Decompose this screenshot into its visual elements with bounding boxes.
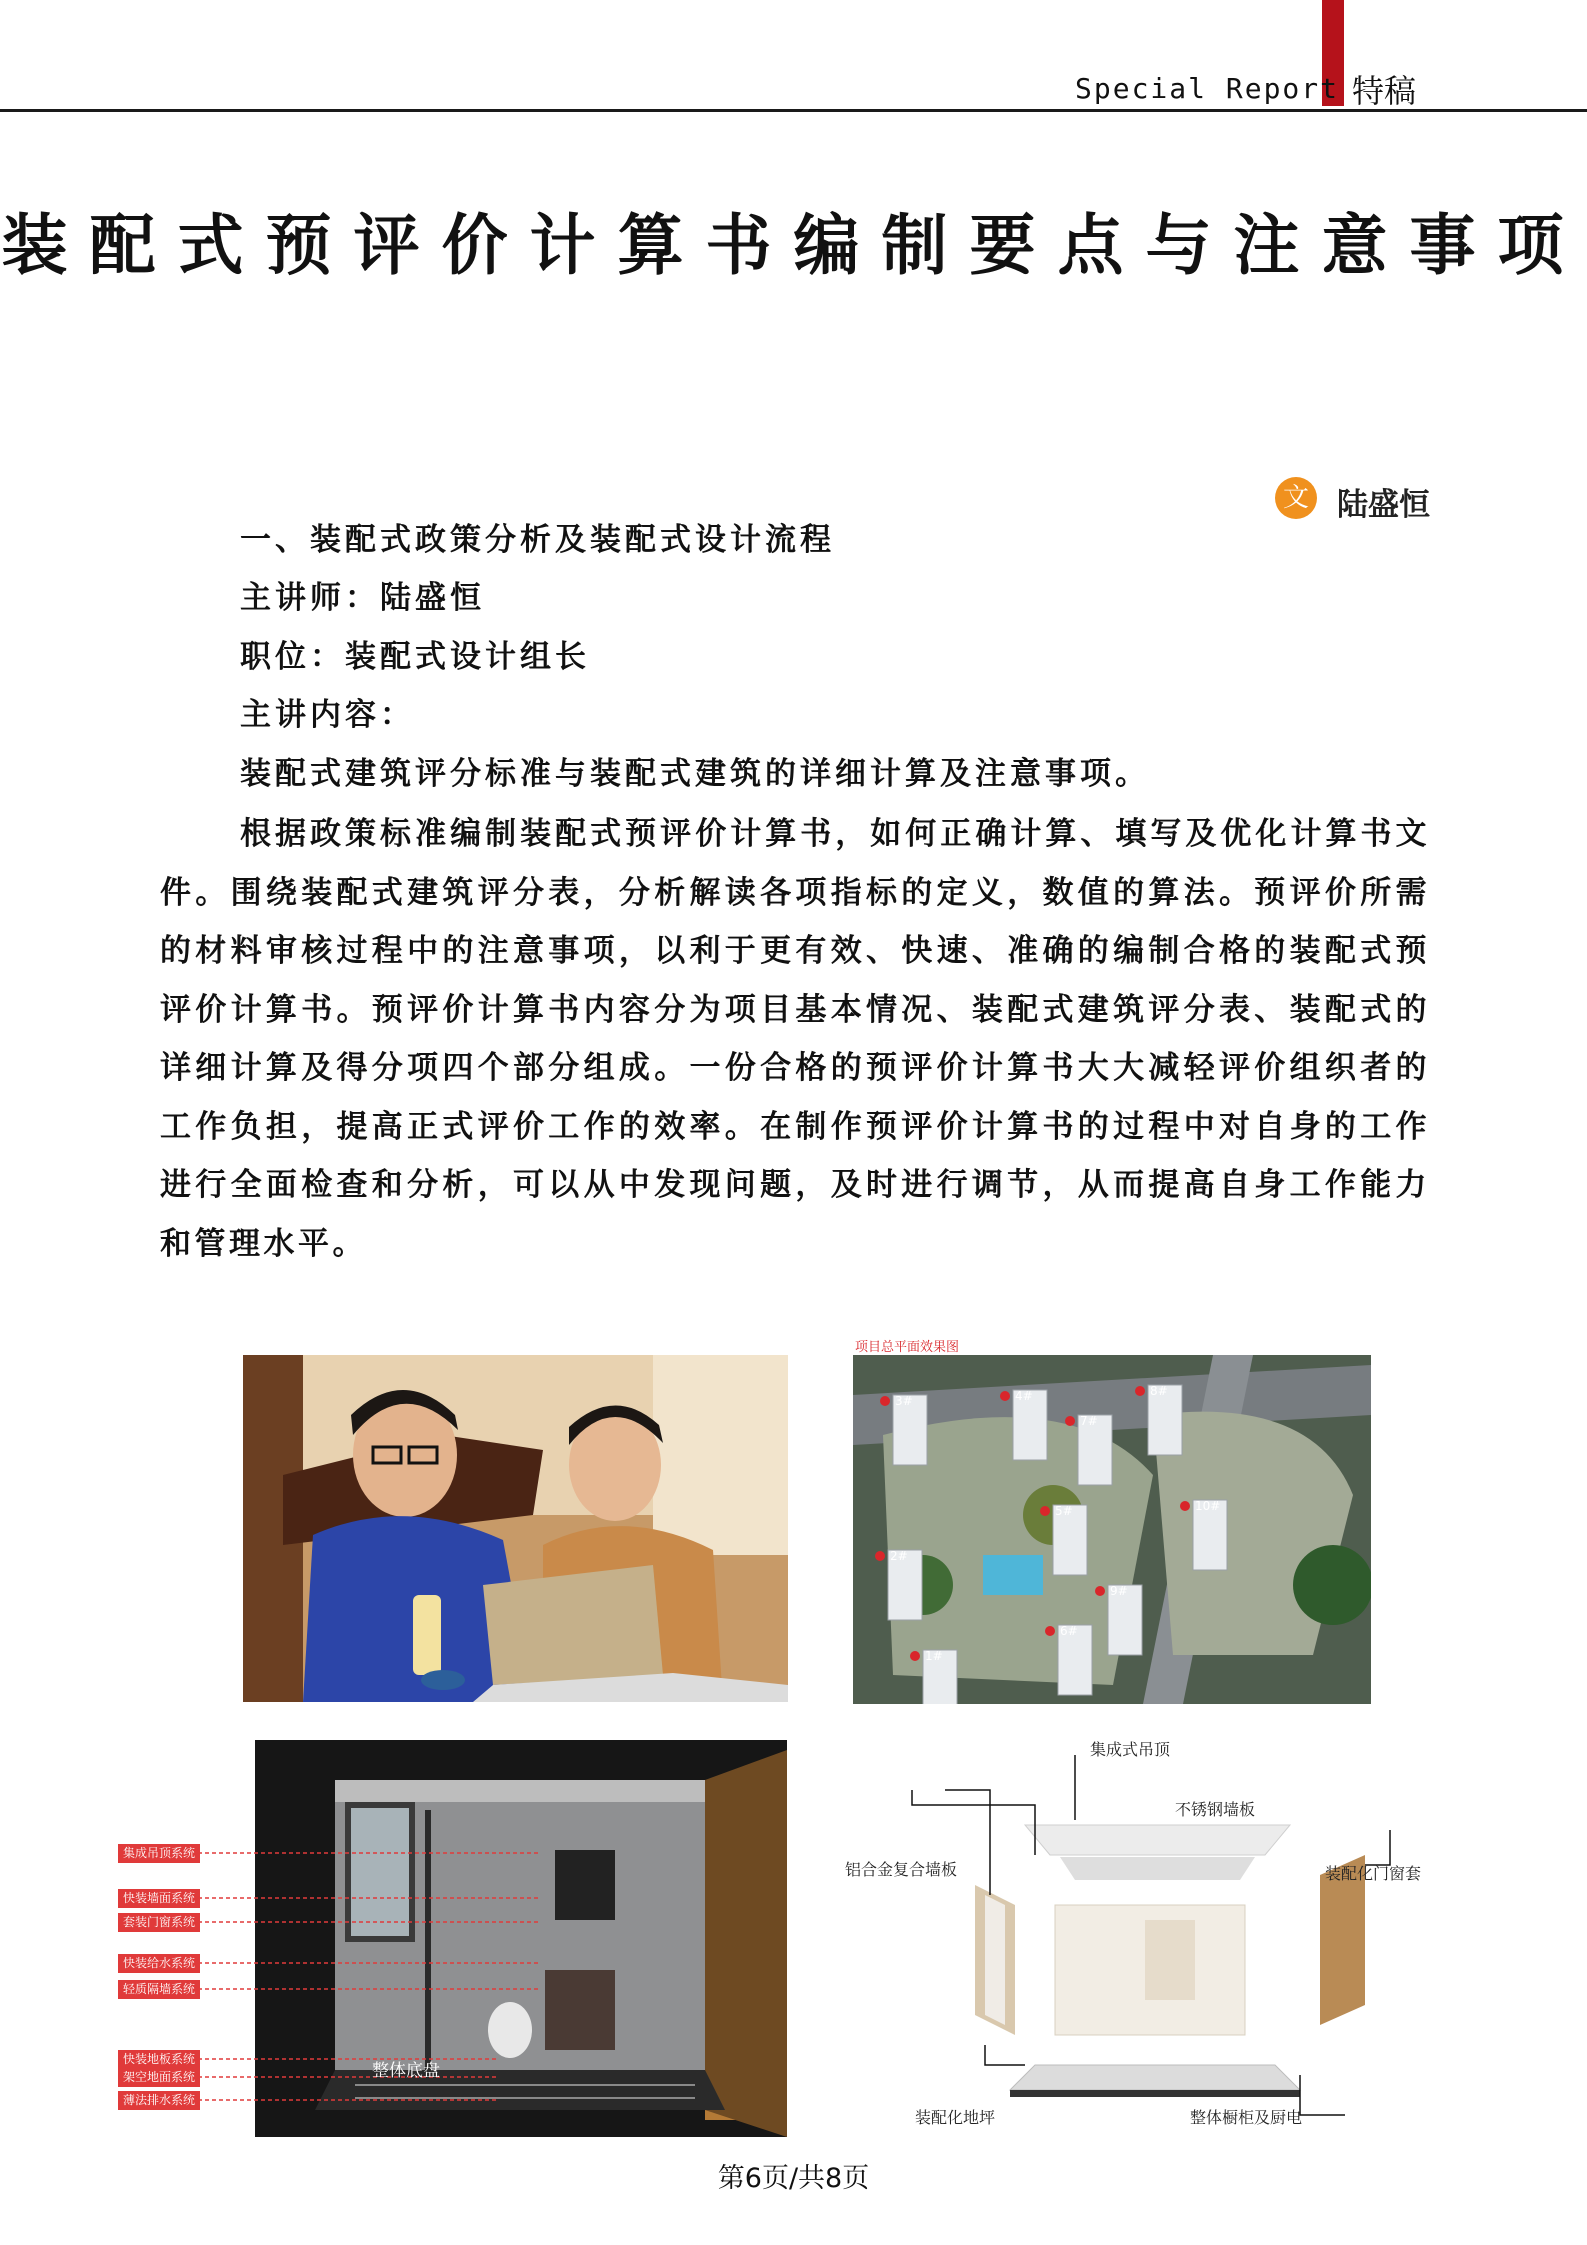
bathroom-label: 集成吊顶系统 (118, 1844, 200, 1863)
building-marker-icon (1135, 1386, 1145, 1396)
exploded-label: 不锈钢墙板 (1175, 1800, 1256, 1819)
summary-line: 装配式建筑评分标准与装配式建筑的详细计算及注意事项。 (240, 756, 1150, 792)
exploded-label: 铝合金复合墙板 (845, 1860, 958, 1879)
meeting-photo (243, 1355, 788, 1702)
exploded-label: 集成式吊顶 (1090, 1740, 1171, 1759)
bathroom-label-list (118, 1838, 548, 2138)
header-chinese-label: 特稿 (1352, 72, 1417, 110)
building-label: 3# (895, 1394, 913, 1408)
bathroom-tray-label: 整体底盘 (372, 2061, 440, 2081)
header-rule (0, 109, 1587, 112)
bathroom-label: 轻质隔墙系统 (118, 1980, 200, 1999)
building-label: 6# (1060, 1624, 1078, 1638)
building-marker-icon (1095, 1586, 1105, 1596)
site-plan-rendering (853, 1355, 1371, 1704)
building-marker-icon (1000, 1391, 1010, 1401)
building-marker-icon (910, 1651, 920, 1661)
building-marker-icon (1045, 1626, 1055, 1636)
article-title: 装配式预评价计算书编制要点与注意事项 (1, 206, 1586, 284)
speaker-line: 主讲师：陆盛恒 (240, 580, 485, 616)
building-marker-icon (1065, 1416, 1075, 1426)
content-label: 主讲内容： (240, 697, 415, 733)
building-marker-icon (1180, 1501, 1190, 1511)
exploded-label: 整体橱柜及厨电 (1190, 2108, 1303, 2127)
bathroom-label: 快装墙面系统 (118, 1889, 200, 1908)
building-label: 4# (1015, 1389, 1033, 1403)
body-paragraph: 根据政策标准编制装配式预评价计算书，如何正确计算、填写及优化计算书文件。围绕装配式建筑评分表，分析解读各项指标的定义，数值的算法。预评价所需的材料审核过程中的注意事项，以利于更有效、快速、准确的编制合格的装配式预评价计算书。预评价计算书内容分为项目基本情况、装配式建筑评分表、装配式的详细计算及得分项四个部分组成。一份合格的预评价计算书大大减轻评价组织者的工作负担，提高正式评价工作的效率。在制作预评价计算书的过程中对自身的工作进行全面检查和分析，可以从中发现问题，及时进行调节，从而提高自身工作能力和管理水平。 (160, 816, 1430, 1262)
exploded-label: 装配化门窗套 (1325, 1864, 1422, 1883)
building-label: 1# (925, 1649, 943, 1663)
site-plan-caption: 项目总平面效果图 (855, 1340, 960, 1355)
bathroom-label: 快装地板系统 (118, 2050, 200, 2069)
exploded-kitchen-diagram (845, 1735, 1475, 2135)
section-heading: 一、装配式政策分析及装配式设计流程 (240, 522, 835, 558)
building-label: 2# (890, 1549, 908, 1563)
position-line: 职位：装配式设计组长 (240, 639, 590, 675)
building-marker-icon (875, 1551, 885, 1561)
building-label: 7# (1080, 1414, 1098, 1428)
page-number: 第6页/共8页 (717, 2163, 870, 2194)
building-marker-icon (1040, 1506, 1050, 1516)
exploded-label: 装配化地坪 (915, 2108, 996, 2127)
author-badge-icon: 文 (1275, 477, 1317, 519)
bathroom-label: 套装门窗系统 (118, 1913, 200, 1932)
header-english-label: Special Report (1075, 72, 1340, 105)
author-name: 陆盛恒 (1337, 487, 1430, 523)
bathroom-label: 快装给水系统 (118, 1954, 200, 1973)
building-marker-icon (880, 1396, 890, 1406)
building-label: 5# (1055, 1504, 1073, 1518)
bathroom-label: 架空地面系统 (118, 2068, 200, 2087)
building-label: 9# (1110, 1584, 1128, 1598)
building-label: 8# (1150, 1384, 1168, 1398)
building-label: 10# (1195, 1499, 1221, 1513)
bathroom-label: 薄法排水系统 (118, 2091, 200, 2110)
